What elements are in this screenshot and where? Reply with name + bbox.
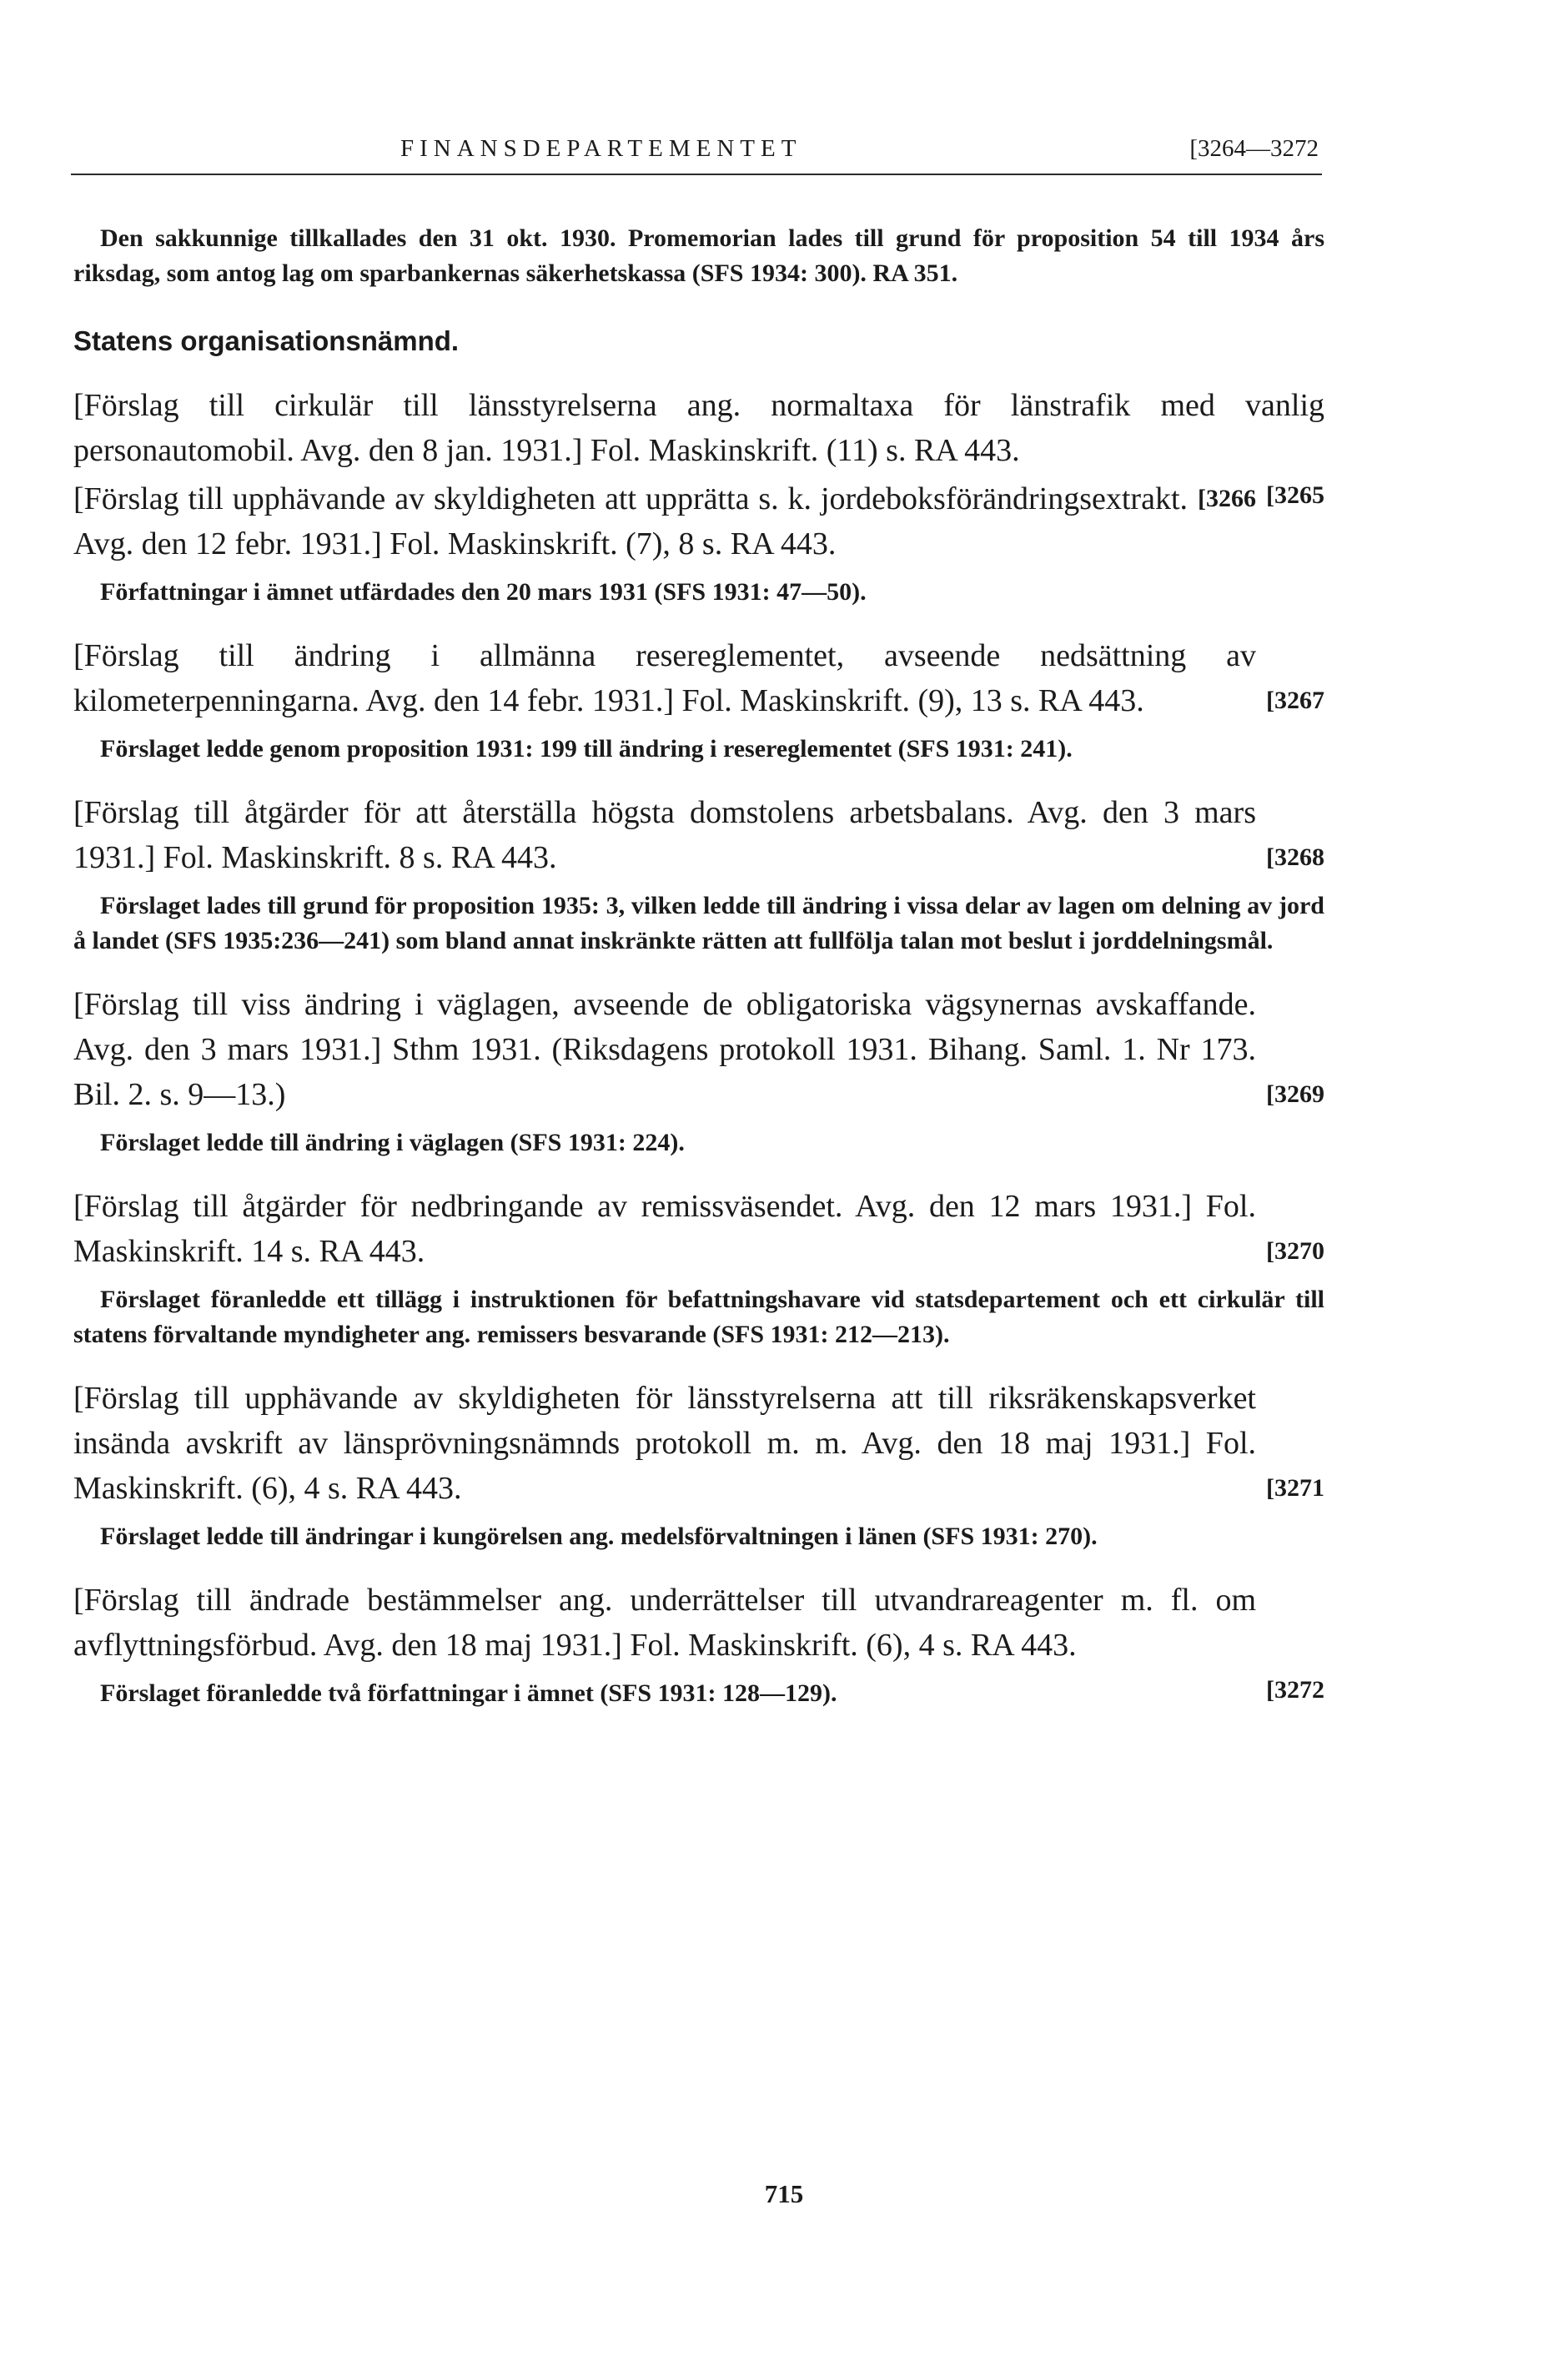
entry-body: [Förslag till ändrade bestämmelser ang. underrättelser till utvandrareagenter m. fl. om avflyttningsförbud. Avg. den 18 maj 1931.] Fol. Maskinskrift. (6), 4 s. RA 443. [73, 1583, 1256, 1663]
entry-3269 [73, 982, 1324, 1160]
entry-note: Förslaget ledde till ändringar i kungörelsen ang. medelsförvaltningen i länen (SFS 1931: 270). [100, 1523, 1098, 1550]
entry-ref: [3270 [1266, 1237, 1324, 1265]
body-text [73, 221, 1324, 1713]
entry-note: Förslaget lades till grund för proposition 1935: 3, vilken ledde till ändring i vissa delar av lagen om delning av jord å landet (SFS 1935:236—241) som bland annat inskränkte rätten att fullfölja talan mot beslut i jorddelningsmål. [73, 892, 1324, 954]
intro-note: Den sakkunnige tillkallades den 31 okt. 1930. Promemorian lades till grund för proposition 54 till 1934 års riksdag, som antog lag om sparbankernas säkerhetskassa (SFS 1934: 300). RA 351. [73, 224, 1324, 287]
entry-body: [Förslag till viss ändring i väglagen, avseende de obligatoriska vägsynernas avskaffande. Avg. den 3 mars 1931.] Sthm 1931. (Riksdagens protokoll 1931. Bihang. Saml. 1. Nr 173. Bil. 2. s. 9—13.) [73, 987, 1256, 1112]
entry-text [73, 1376, 1324, 1511]
entry-3267 [73, 633, 1324, 767]
entry-note: Förslaget föranledde två författningar i ämnet (SFS 1931: 128—129). [100, 1679, 837, 1707]
entry-ref: [3272 [1266, 1676, 1324, 1704]
entry-text [73, 383, 1324, 473]
entry-note: Förslaget ledde genom proposition 1931: 199 till ändring i resereglementet (SFS 1931: 241). [100, 735, 1073, 763]
entry-ref: [3266 [1198, 485, 1256, 512]
entry-ref: [3268 [1266, 843, 1324, 871]
entry-note: Författningar i ämnet utfärdades den 20 mars 1931 (SFS 1931: 47—50). [100, 578, 867, 606]
running-title: FINANSDEPARTEMENTET [400, 135, 802, 162]
entry-ref: [3265 [1266, 481, 1324, 509]
number-range: [3264—3272 [1189, 135, 1319, 162]
entry-body: [Förslag till cirkulär till länsstyrelserna ang. normaltaxa för länstrafik med vanlig personautomobil. Avg. den 8 jan. 1931.] Fol. Maskinskrift. (11) s. RA 443. [73, 388, 1324, 468]
page-header [71, 133, 1322, 175]
entry-text [73, 476, 1324, 566]
entry-note: Förslaget ledde till ändring i väglagen (SFS 1931: 224). [100, 1129, 685, 1156]
entry-3272 [73, 1578, 1324, 1711]
entry-text [73, 1184, 1324, 1274]
entry-text [73, 633, 1324, 723]
section-heading: Statens organisationsnämnd. [73, 325, 460, 356]
entry-body: [Förslag till upphävande av skyldigheten att upprätta s. k. jordeboksförändringsextrakt. Avg. den 12 febr. 1931.] Fol. Maskinskrift. (7), 8 s. RA 443. [73, 481, 1188, 561]
entry-body: [Förslag till ändring i allmänna resereglementet, avseende nedsättning av kilometerpenningarna. Avg. den 14 febr. 1931.] Fol. Maskinskrift. (9), 13 s. RA 443. [73, 638, 1256, 718]
entry-ref: [3269 [1266, 1080, 1324, 1108]
entry-note: Förslaget föranledde ett tillägg i instruktionen för befattningshavare vid statsdepartement och ett cirkulär till statens förvaltande myndigheter ang. remissers besvarande (SFS 1931: 212—213). [73, 1286, 1324, 1348]
page-number: 715 [764, 2179, 804, 2208]
entry-body: [Förslag till upphävande av skyldigheten för länsstyrelserna att till riksräkenskapsverket insända avskrift av länsprövningsnämnds protokoll m. m. Avg. den 18 maj 1931.] Fol. Maskinskrift. (6), 4 s. RA 443. [73, 1381, 1256, 1506]
entry-text [73, 790, 1324, 880]
entry-body: [Förslag till åtgärder för att återställa högsta domstolens arbetsbalans. Avg. den 3 mars 1931.] Fol. Maskinskrift. 8 s. RA 443. [73, 795, 1256, 875]
entry-text [73, 982, 1324, 1117]
entry-3268 [73, 790, 1324, 959]
entry-3270 [73, 1184, 1324, 1352]
entry-3271 [73, 1376, 1324, 1554]
entry-ref: [3271 [1266, 1474, 1324, 1502]
entry-3266 [73, 476, 1324, 610]
entry-ref: [3267 [1266, 687, 1324, 714]
entry-body: [Förslag till åtgärder för nedbringande av remissväsendet. Avg. den 12 mars 1931.] Fol. Maskinskrift. 14 s. RA 443. [73, 1189, 1256, 1269]
